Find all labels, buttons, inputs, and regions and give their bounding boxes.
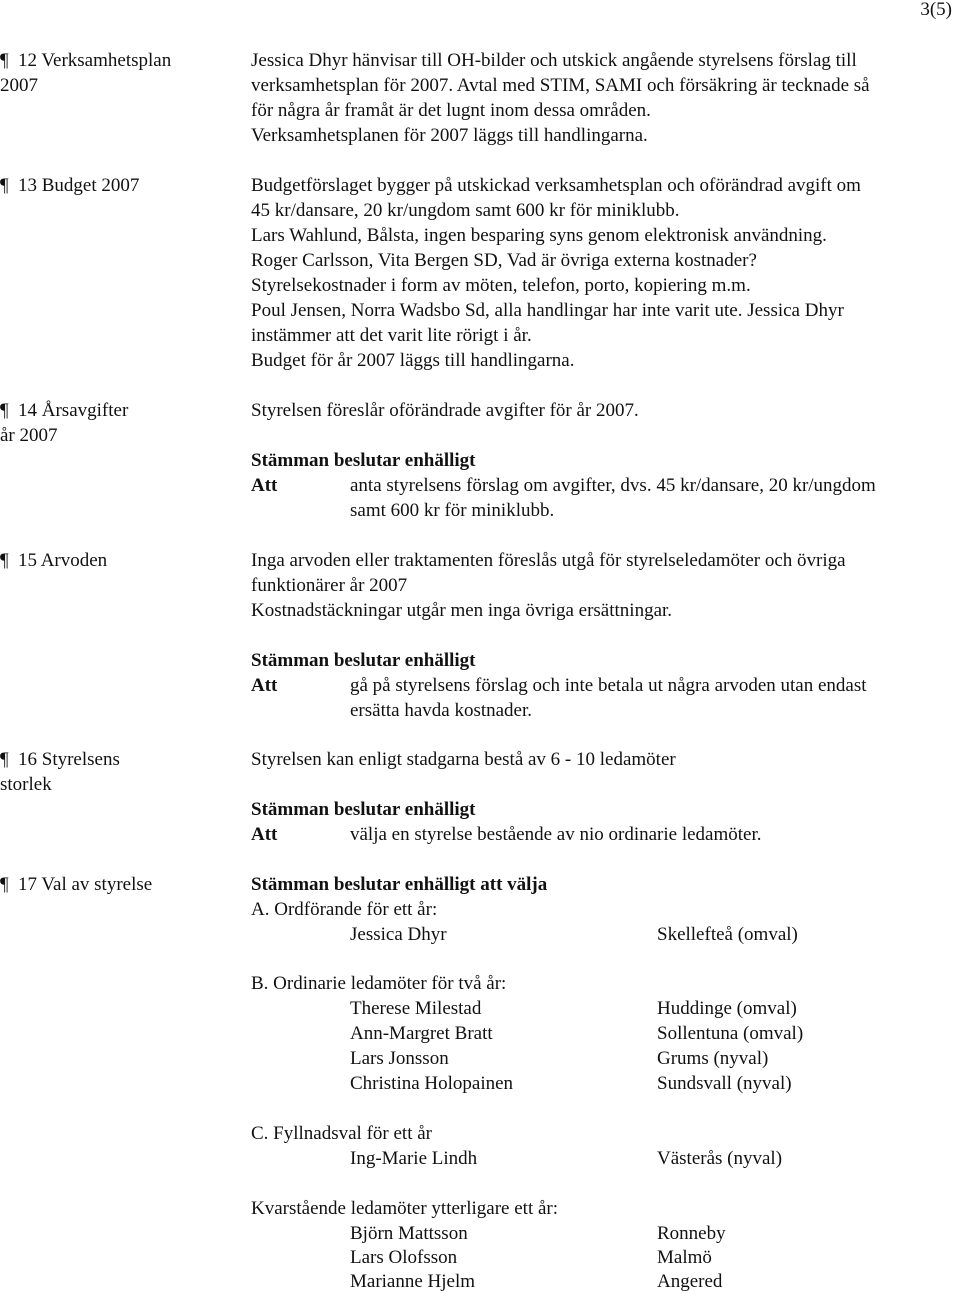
s13-line: Lars Wahlund, Bålsta, ingen besparing syns genom elektronisk användning. bbox=[251, 225, 827, 246]
member-name: Christina Holopainen bbox=[350, 1073, 514, 1094]
s13-line: Budgetförslaget bygger på utskickad verksamhetsplan och oförändrad avgift om bbox=[251, 175, 861, 196]
member-place: Skellefteå (omval) bbox=[657, 924, 798, 945]
s14-att-line: samt 600 kr för miniklubb. bbox=[350, 500, 555, 521]
paragraph-mark-icon: ¶ bbox=[0, 50, 9, 71]
s16-line: Styrelsen kan enligt stadgarna bestå av 6 - 10 ledamöter bbox=[251, 749, 676, 770]
s15-att-line: ersätta havda kostnader. bbox=[350, 700, 533, 721]
group-d-label: Kvarstående ledamöter ytterligare ett år: bbox=[251, 1198, 559, 1219]
s13-line: Budget för år 2007 läggs till handlingarna. bbox=[251, 350, 575, 371]
s15-line: Kostnadstäckningar utgår men inga övriga ersättningar. bbox=[251, 600, 673, 621]
s12-line: för några år framåt är det lugnt inom dessa områden. bbox=[251, 100, 651, 121]
s12-line: Verksamhetsplanen för 2007 läggs till handlingarna. bbox=[251, 125, 648, 146]
s15-line: funktionärer år 2007 bbox=[251, 575, 408, 596]
section-14-heading-line2: år 2007 bbox=[0, 425, 58, 446]
s13-line: 45 kr/dansare, 20 kr/ungdom samt 600 kr för miniklubb. bbox=[251, 200, 680, 221]
s13-line: Styrelsekostnader i form av möten, telefon, porto, kopiering m.m. bbox=[251, 275, 751, 296]
paragraph-mark-icon: ¶ bbox=[0, 400, 9, 421]
section-16-heading: ¶ 16 Styrelsens bbox=[0, 749, 120, 770]
member-place: Huddinge (omval) bbox=[657, 998, 797, 1019]
s12-line: verksamhetsplan för 2007. Avtal med STIM, SAMI och försäkring är tecknade så bbox=[251, 75, 870, 96]
s13-line: instämmer att det varit lite rörigt i år. bbox=[251, 325, 532, 346]
paragraph-mark-icon: ¶ bbox=[0, 749, 9, 770]
section-14-heading: ¶ 14 Årsavgifter bbox=[0, 400, 129, 421]
group-b-label: B. Ordinarie ledamöter för två år: bbox=[251, 973, 507, 994]
section-17-heading: ¶ 17 Val av styrelse bbox=[0, 874, 153, 895]
s14-decision: Stämman beslutar enhälligt bbox=[251, 450, 476, 471]
member-name: Björn Mattsson bbox=[350, 1223, 468, 1244]
section-12-heading: ¶ 12 Verksamhetsplan bbox=[0, 50, 172, 71]
s14-line: Styrelsen föreslår oförändrade avgifter för år 2007. bbox=[251, 400, 639, 421]
page-number: 3(5) bbox=[920, 0, 952, 20]
s14-att-line: anta styrelsens förslag om avgifter, dvs. 45 kr/dansare, 20 kr/ungdom bbox=[350, 475, 876, 496]
member-place: Grums (nyval) bbox=[657, 1048, 769, 1069]
member-place: Sundsvall (nyval) bbox=[657, 1073, 792, 1094]
s16-att-line: välja en styrelse bestående av nio ordinarie ledamöter. bbox=[350, 824, 762, 845]
member-place: Sollentuna (omval) bbox=[657, 1023, 804, 1044]
member-place: Angered bbox=[657, 1271, 723, 1292]
section-12-heading-line2: 2007 bbox=[0, 75, 38, 96]
section-13-heading: ¶ 13 Budget 2007 bbox=[0, 175, 140, 196]
member-name: Therese Milestad bbox=[350, 998, 482, 1019]
member-name: Marianne Hjelm bbox=[350, 1271, 476, 1292]
s13-line: Poul Jensen, Norra Wadsbo Sd, alla handlingar har inte varit ute. Jessica Dhyr bbox=[251, 300, 844, 321]
member-name: Jessica Dhyr bbox=[350, 924, 447, 945]
member-name: Lars Jonsson bbox=[350, 1048, 449, 1069]
section-15-heading: ¶ 15 Arvoden bbox=[0, 550, 108, 571]
s16-decision: Stämman beslutar enhälligt bbox=[251, 799, 476, 820]
paragraph-mark-icon: ¶ bbox=[0, 175, 9, 196]
s13-line: Roger Carlsson, Vita Bergen SD, Vad är övriga externa kostnader? bbox=[251, 250, 757, 271]
s15-decision: Stämman beslutar enhälligt bbox=[251, 650, 476, 671]
paragraph-mark-icon: ¶ bbox=[0, 874, 9, 895]
s12-line: Jessica Dhyr hänvisar till OH-bilder och utskick angående styrelsens förslag till bbox=[251, 50, 857, 71]
group-a-label: A. Ordförande för ett år: bbox=[251, 899, 438, 920]
member-name: Ann-Margret Bratt bbox=[350, 1023, 493, 1044]
member-name: Lars Olofsson bbox=[350, 1247, 458, 1268]
member-place: Ronneby bbox=[657, 1223, 726, 1244]
paragraph-mark-icon: ¶ bbox=[0, 550, 9, 571]
s17-decision: Stämman beslutar enhälligt att välja bbox=[251, 874, 548, 895]
section-16-heading-line2: storlek bbox=[0, 774, 52, 795]
group-c-label: C. Fyllnadsval för ett år bbox=[251, 1123, 432, 1144]
s15-line: Inga arvoden eller traktamenten föreslås utgå för styrelseledamöter och övriga bbox=[251, 550, 846, 571]
member-place: Malmö bbox=[657, 1247, 712, 1268]
member-place: Västerås (nyval) bbox=[657, 1148, 783, 1169]
s16-att-label: Att bbox=[251, 824, 278, 845]
s15-att-line: gå på styrelsens förslag och inte betala ut några arvoden utan endast bbox=[350, 675, 867, 696]
s14-att-label: Att bbox=[251, 475, 278, 496]
s15-att-label: Att bbox=[251, 675, 278, 696]
member-name: Ing-Marie Lindh bbox=[350, 1148, 478, 1169]
